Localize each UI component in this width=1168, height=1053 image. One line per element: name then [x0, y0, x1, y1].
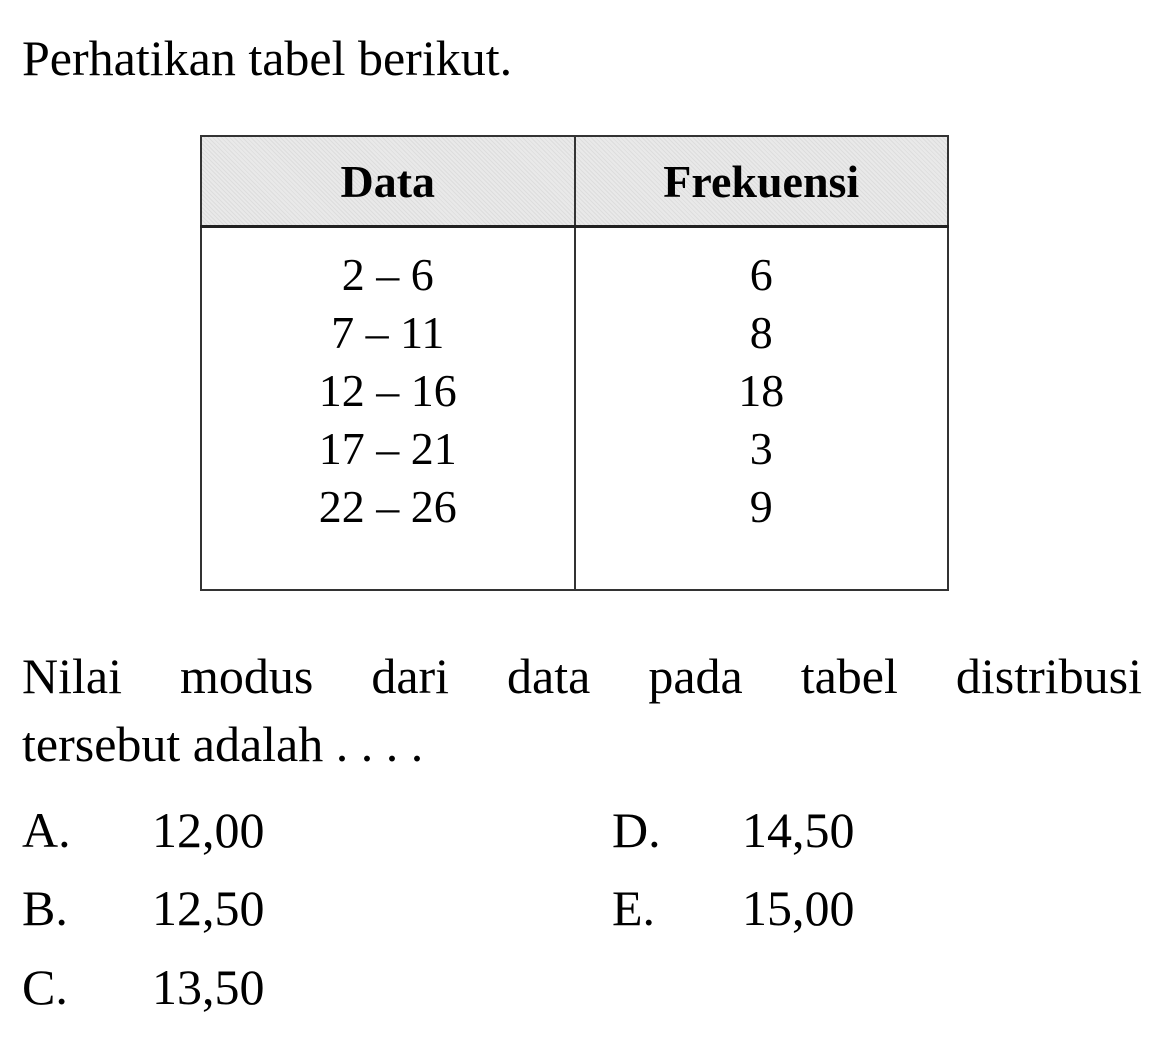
table-header-row: [201, 136, 948, 227]
frekuensi-value: 6: [749, 249, 773, 300]
question-line-1: Nilai modus dari data pada tabel distribusi: [22, 648, 1142, 704]
frequency-table: [200, 135, 949, 591]
option-d[interactable]: [612, 800, 855, 860]
frekuensi-value: 9: [749, 481, 773, 532]
frekuensi-column: [575, 227, 949, 591]
option-c[interactable]: [22, 957, 265, 1017]
data-value: 7 – 11: [331, 307, 445, 358]
option-letter: D.: [612, 802, 661, 858]
header-frekuensi: Frekuensi: [575, 136, 949, 227]
question-line-2: tersebut adalah . . . .: [22, 716, 424, 772]
option-letter: E.: [612, 880, 656, 936]
intro-text: Perhatikan tabel berikut.: [22, 30, 513, 86]
frekuensi-value: 18: [738, 365, 785, 416]
option-letter: C.: [22, 959, 68, 1015]
option-value: 14,50: [742, 802, 855, 858]
header-data: Data: [201, 136, 575, 227]
table-body-row: [201, 227, 948, 591]
frekuensi-value: 8: [749, 307, 773, 358]
question-text: [22, 642, 1142, 778]
option-b[interactable]: [22, 878, 265, 938]
data-column: [201, 227, 575, 591]
option-value: 13,50: [152, 959, 265, 1015]
option-value: 12,00: [152, 802, 265, 858]
option-letter: A.: [22, 802, 71, 858]
option-a[interactable]: [22, 800, 265, 860]
frekuensi-value: 3: [749, 423, 773, 474]
data-value: 22 – 26: [318, 481, 457, 532]
frequency-table-grid: [200, 135, 949, 591]
option-letter: B.: [22, 880, 68, 936]
data-value: 2 – 6: [341, 249, 434, 300]
option-value: 15,00: [742, 880, 855, 936]
data-value: 12 – 16: [318, 365, 457, 416]
option-e[interactable]: [612, 878, 855, 938]
option-value: 12,50: [152, 880, 265, 936]
data-value: 17 – 21: [318, 423, 457, 474]
